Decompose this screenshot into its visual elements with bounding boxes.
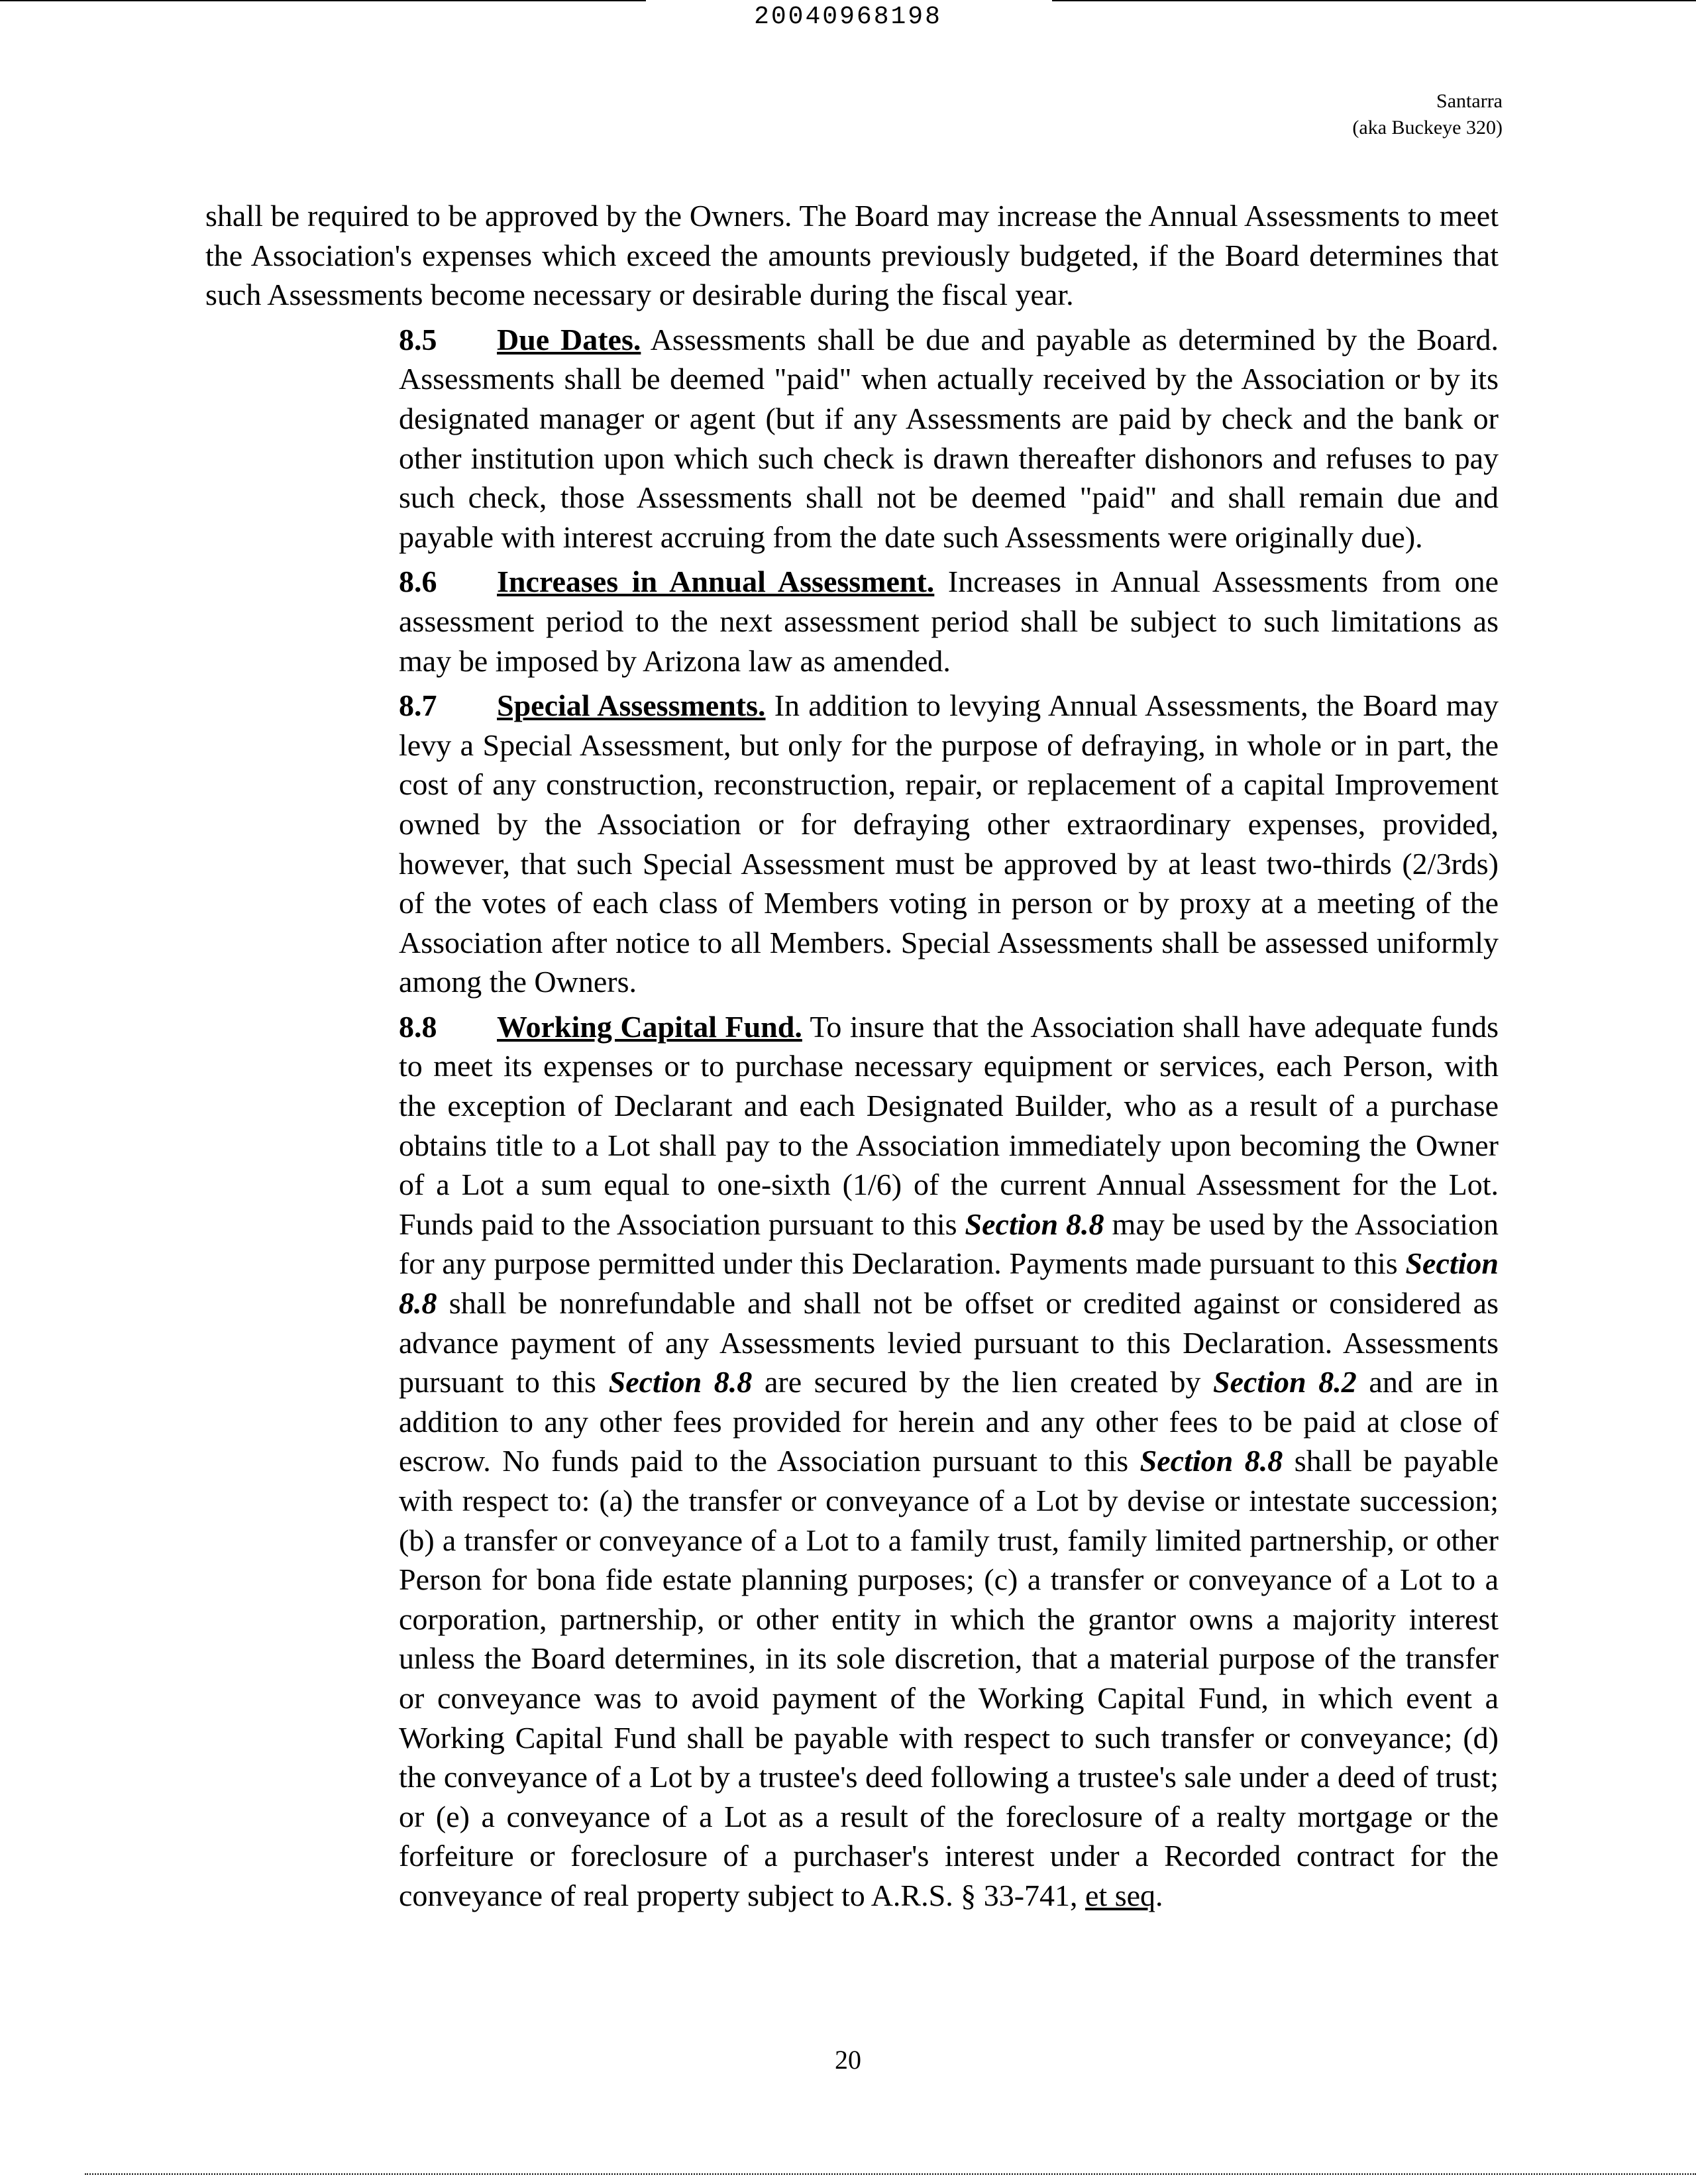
record-number: 20040968198	[754, 3, 942, 31]
top-border-left	[0, 0, 646, 1]
section-reference: Section 8.8	[1140, 1444, 1283, 1478]
section-8-5	[205, 320, 1499, 557]
intro-paragraph: shall be required to be approved by the Owners. The Board may increase the Annual Assessments to meet the Association's expenses which exceed the amounts previously budgeted, if the Board determines that such Assessments become necessary or desirable during the fiscal year.	[205, 199, 1499, 312]
section-text: Increases in Annual Assessments from one assessment period to the next assessment period shall be subject to such limitations as may be imposed by Arizona law as amended.	[399, 565, 1499, 678]
header-project-name: Santarra	[1436, 90, 1503, 112]
section-text: shall be nonrefundable and shall not be offset or credited against or considered as advance payment of any Assessments levied pursuant to this Declaration. Assessments pursuant to this	[399, 1286, 1499, 1399]
section-text: are secured by the lien created by	[764, 1365, 1201, 1399]
section-title: Due Dates.	[497, 322, 641, 356]
et-seq: et seq	[1085, 1878, 1156, 1912]
section-number: 8.5	[399, 322, 437, 356]
section-text: In addition to levying Annual Assessments, the Board may levy a Special Assessment, but only for the purpose of defraying, in whole or in part, the cost of any construction, reconstruction, repair, or replacement of a capital Improvement owned by the Association or for defraying other extraordinary expenses, provided, however, that such Special Assessment must be approved by at least two-thirds (2/3rds) of the votes of each class of Members voting in person or by proxy at a meeting of the Association after notice to all Members. Special Assessments shall be assessed uniformly among the Owners.	[399, 688, 1499, 999]
section-title: Special Assessments.	[497, 688, 766, 723]
section-end-punctuation: .	[1155, 1878, 1163, 1912]
section-8-7	[205, 686, 1499, 1002]
top-border-right	[1052, 0, 1696, 1]
section-8-8	[205, 1007, 1499, 1916]
section-number: 8.6	[399, 565, 437, 599]
page-number: 20	[835, 2045, 861, 2075]
section-text: Assessments shall be due and payable as determined by the Board. Assessments shall be deemed "paid" when actually received by the Association or by its designated manager or agent (but if any Assessments are paid by check and the bank or other institution upon which such check is drawn thereafter dishonors and refuses to pay such check, those Assessments shall not be deemed "paid" and shall remain due and payable with interest accruing from the date such Assessments were originally due).	[399, 322, 1499, 554]
header-project-aka: (aka Buckeye 320)	[1352, 117, 1503, 138]
section-number: 8.8	[399, 1009, 437, 1044]
section-title: Working Capital Fund.	[497, 1009, 802, 1044]
section-title: Increases in Annual Assessment.	[497, 565, 935, 599]
section-reference: Section 8.8	[399, 1246, 1499, 1321]
section-reference: Section 8.8	[608, 1365, 753, 1399]
section-text: and are in addition to any other fees provided for herein and any other fees to be paid at close of escrow. No funds paid to the Association pursuant to this	[399, 1365, 1499, 1478]
document-body	[205, 196, 1499, 1921]
section-reference: Section 8.8	[965, 1207, 1104, 1241]
section-reference: Section 8.2	[1213, 1365, 1357, 1399]
section-text: To insure that the Association shall have adequate funds to meet its expenses or to purchase necessary equipment or services, each Person, with the exception of Declarant and each Designated Builder, who as a result of a purchase obtains title to a Lot shall pay to the Association immediately upon becoming the Owner of a Lot a sum equal to one-sixth (1/6) of the current Annual Assessment for the Lot. Funds paid to the Association pursuant to this	[399, 1009, 1499, 1241]
section-text: may be used by the Association for any purpose permitted under this Declaration. Payments made pursuant to this	[399, 1207, 1499, 1281]
section-8-6	[205, 562, 1499, 681]
section-text: shall be payable with respect to: (a) the transfer or conveyance of a Lot by devise or intestate succession; (b) a transfer or conveyance of a Lot to a family trust, family limited partnership, or other Person for bona fide estate planning purposes; (c) a transfer or conveyance of a Lot to a corporation, partnership, or other entity in which the grantor owns a majority interest unless the Board determines, in its sole discretion, that a material purpose of the transfer or conveyance was to avoid payment of the Working Capital Fund, in which event a Working Capital Fund shall be payable with respect to such transfer or conveyance; (d) the conveyance of a Lot by a trustee's deed following a trustee's sale under a deed of trust; or (e) a conveyance of a Lot as a result of the foreclosure of a realty mortgage or the forfeiture or foreclosure of a purchaser's interest under a Recorded contract for the conveyance of real property subject to A.R.S. § 33-741,	[399, 1444, 1499, 1912]
section-number: 8.7	[399, 688, 437, 723]
bottom-border	[85, 2173, 1696, 2175]
